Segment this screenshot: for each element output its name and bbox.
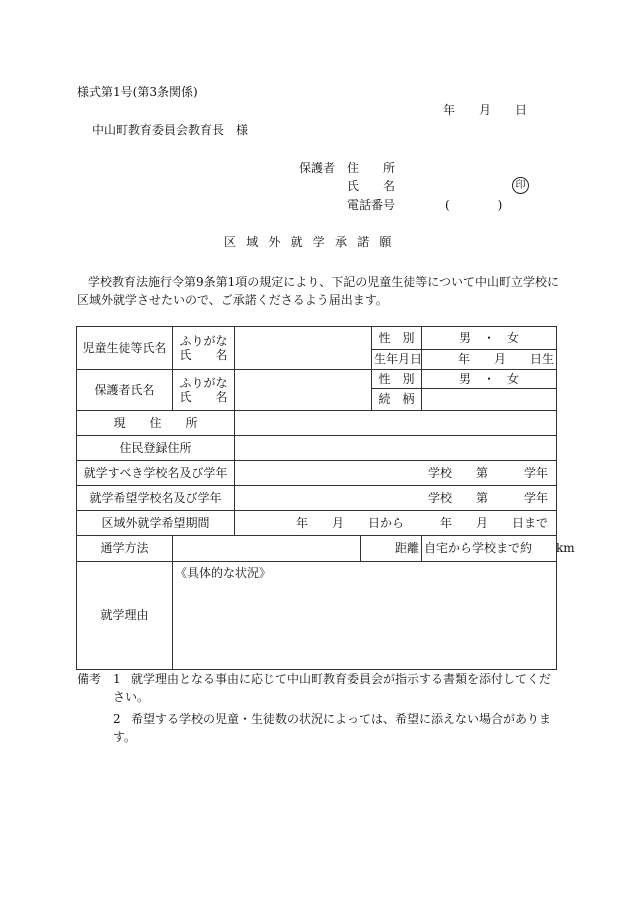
applicant-role: 保護者: [299, 161, 336, 175]
student-name-field-label: 氏 名: [179, 348, 228, 362]
current-address-field[interactable]: [235, 411, 557, 436]
applicant-name-label: 氏 名: [347, 179, 396, 193]
student-gender-label: 性 別: [372, 327, 422, 350]
applicant-phone-parens: ( ): [445, 198, 503, 212]
current-address-label: 現 住 所: [77, 411, 235, 436]
reason-hint: 《具体的な状況》: [175, 566, 272, 580]
assigned-school-field[interactable]: 学校 第 学年: [235, 461, 557, 486]
form-number: 様式第1号(第3条関係): [77, 85, 198, 99]
student-name-field[interactable]: [235, 327, 372, 370]
birthdate-value[interactable]: 年 月 日生: [422, 350, 557, 370]
desired-school-field[interactable]: 学校 第 学年: [235, 486, 557, 511]
guardian-gender-options[interactable]: 男 ・ 女: [422, 370, 557, 389]
period-field[interactable]: 年 月 日から 年 月 日まで: [235, 511, 557, 536]
distance-label: 距離: [361, 536, 422, 562]
reason-label: 就学理由: [77, 562, 173, 670]
birthdate-label: 生年月日: [372, 350, 422, 370]
seal-icon: 印: [512, 177, 529, 194]
addressee: 中山町教育委員会教育長 様: [92, 123, 249, 137]
student-gender-options[interactable]: 男 ・ 女: [422, 327, 557, 350]
note-1-line-2: さい。: [113, 690, 150, 704]
student-name-label: 児童生徒等氏名: [77, 327, 173, 370]
assigned-school-label: 就学すべき学校名及び学年: [77, 461, 235, 486]
submission-date: 年 月 日: [443, 103, 528, 117]
note-2-line-1: 希望する学校の児童・生徒数の状況によっては、希望に添えない場合がありま: [131, 712, 552, 726]
registered-address-label: 住民登録住所: [77, 436, 235, 461]
guardian-name-field-label: 氏 名: [179, 390, 228, 404]
application-table: [76, 326, 575, 670]
commute-field[interactable]: [173, 536, 361, 562]
guardian-gender-label: 性 別: [372, 370, 422, 389]
registered-address-field[interactable]: [235, 436, 557, 461]
student-furigana-name-labels: [173, 327, 235, 370]
note-1-number: 1: [113, 672, 121, 686]
form-title: 区域外就学承諾願: [224, 235, 402, 249]
relationship-label: 続 柄: [372, 389, 422, 411]
note-1-line-1: 就学理由となる事由に応じて中山町教育委員会が指示する書類を添付してくだ: [131, 672, 552, 686]
student-furigana-label: ふりがな: [179, 333, 228, 348]
distance-field[interactable]: 自宅から学校まで約 km: [422, 536, 557, 562]
relationship-field[interactable]: [422, 389, 557, 411]
guardian-name-field[interactable]: [235, 370, 372, 411]
commute-label: 通学方法: [77, 536, 173, 562]
guardian-furigana-label: ふりがな: [179, 375, 228, 390]
guardian-name-label: 保護者氏名: [77, 370, 173, 411]
period-label: 区域外就学希望期間: [77, 511, 235, 536]
notes-label: 備考: [77, 672, 102, 686]
note-2-line-2: す。: [113, 730, 137, 744]
desired-school-label: 就学希望学校名及び学年: [77, 486, 235, 511]
body-text-line-1: 学校教育法施行令第9条第1項の規定により、下記の児童生徒等について中山町立学校に: [88, 275, 560, 289]
body-text-line-2: 区域外就学させたいので、ご承諾くださるよう届出ます。: [77, 293, 388, 307]
reason-field[interactable]: [173, 562, 557, 670]
applicant-address-label: 住 所: [347, 161, 396, 175]
guardian-furigana-name-labels: [173, 370, 235, 411]
applicant-phone-label: 電話番号: [347, 198, 396, 212]
note-2-number: 2: [113, 712, 121, 726]
